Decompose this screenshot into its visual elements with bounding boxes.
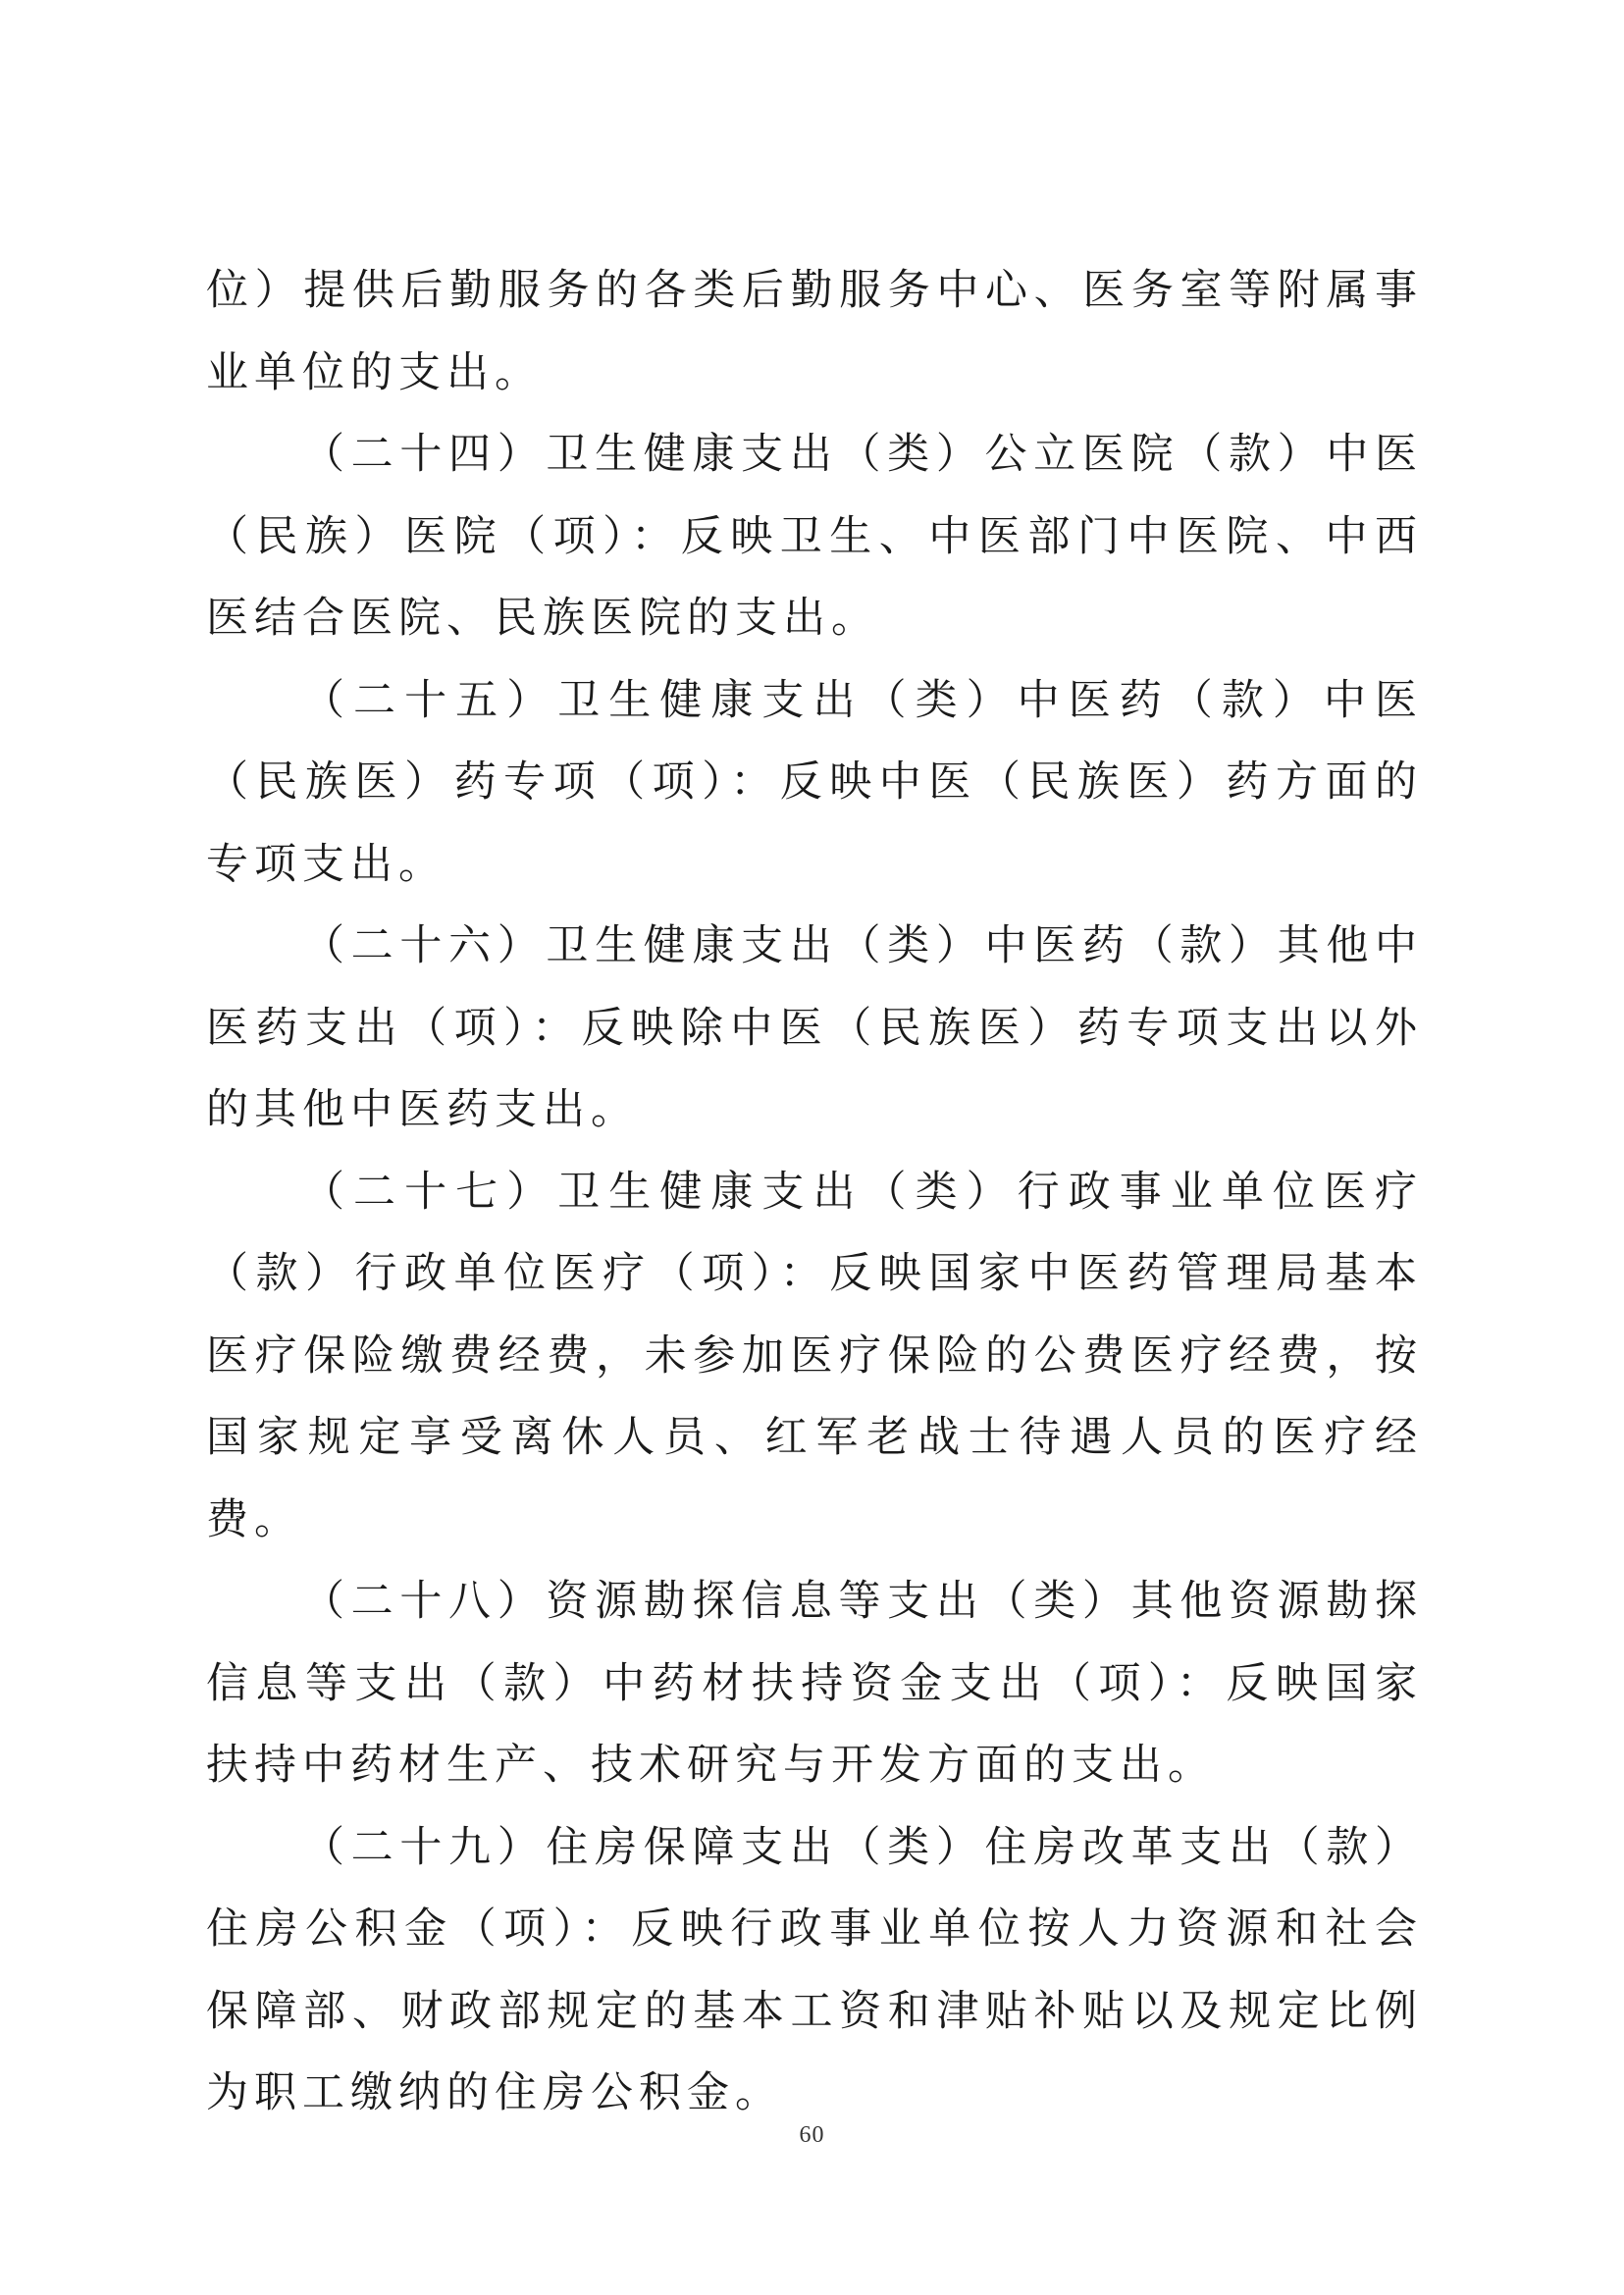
paragraph-item-27: （二十七）卫生健康支出（类）行政事业单位医疗（款）行政单位医疗（项）：反映国家中医药管理局基本医疗保险缴费经费，未参加医疗保险的公费医疗经费，按国家规定享受离休人员、红军老战士待遇人员的医疗经费。 <box>206 1167 1423 1544</box>
document-body <box>206 250 1423 2135</box>
paragraph-item-29: （二十九）住房保障支出（类）住房改革支出（款）住房公积金（项）：反映行政事业单位按人力资源和社会保障部、财政部规定的基本工资和津贴补贴以及规定比例为职工缴纳的住房公积金。 <box>206 1822 1423 2117</box>
paragraph-item-26: （二十六）卫生健康支出（类）中医药（款）其他中医药支出（项）：反映除中医（民族医）药专项支出以外的其他中医药支出。 <box>206 921 1423 1134</box>
paragraph-item-24: （二十四）卫生健康支出（类）公立医院（款）中医（民族）医院（项）：反映卫生、中医部门中医院、中西医结合医院、民族医院的支出。 <box>206 430 1423 643</box>
page-number: 60 <box>799 2122 825 2148</box>
paragraph-continuation: 位）提供后勤服务的各类后勤服务中心、医务室等附属事业单位的支出。 <box>206 266 1423 397</box>
paragraph-item-28: （二十八）资源勘探信息等支出（类）其他资源勘探信息等支出（款）中药材扶持资金支出（项）：反映国家扶持中药材生产、技术研究与开发方面的支出。 <box>206 1577 1423 1790</box>
paragraph-item-25: （二十五）卫生健康支出（类）中医药（款）中医（民族医）药专项（项）：反映中医（民族医）药方面的专项支出。 <box>206 675 1423 889</box>
